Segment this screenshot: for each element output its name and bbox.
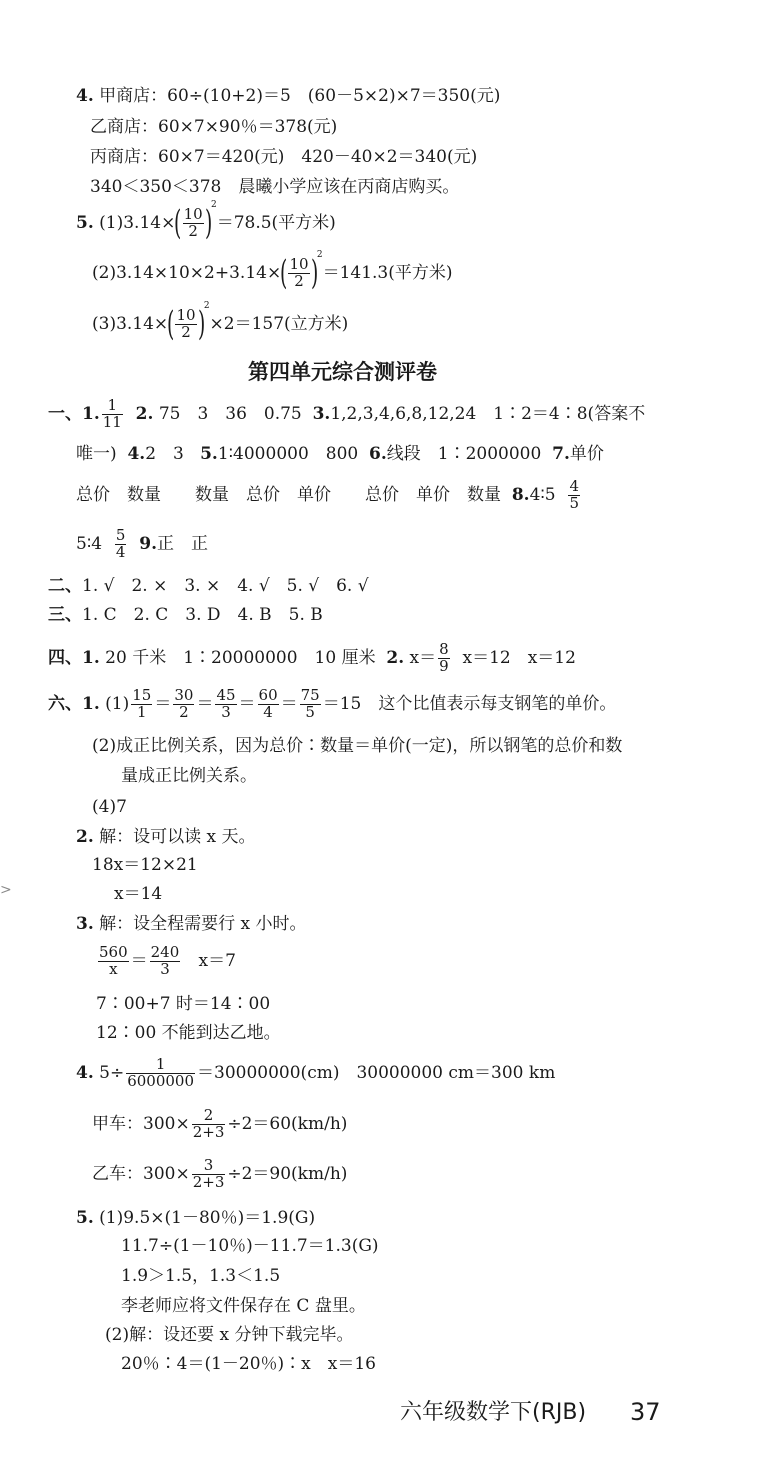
answer-text: x＝12 x＝12 [462, 647, 576, 668]
part-1-line-4 [76, 528, 208, 561]
part-6-q3a [76, 916, 307, 933]
answer-text: 甲车：300× [92, 1113, 190, 1134]
question-number: 5. [200, 444, 218, 464]
answer-text: x＝ [409, 647, 437, 668]
answer-4-line-4: 340＜350＜378 晨曦小学应该在丙商店购买。 [90, 177, 460, 197]
part-label: 二、 [48, 576, 82, 596]
answer-5-part-3: (3)3.14×( $\frac{10}{2}$ )$^2$×2＝157(立方米) [92, 301, 349, 344]
fraction: $\frac{3}{2+3}$ [192, 1156, 225, 1191]
formula-prefix: (1)3.14× [99, 212, 176, 233]
part-6-q3d: 12∶00 不能到达乙地。 [96, 1023, 281, 1043]
answer-text: 线段 1∶2000000 [386, 444, 542, 464]
answer-text: 单价 [569, 444, 604, 464]
answer-text: 正 正 [156, 533, 208, 554]
answer-4-line-1 [76, 88, 500, 105]
part-4 [48, 642, 576, 675]
question-number: 3. [312, 403, 331, 424]
question-number: 1. [82, 693, 100, 714]
page-number: 37 [630, 1398, 661, 1426]
fraction: $\frac{10}{2}$ [183, 205, 203, 240]
part-label: 三、 [48, 605, 82, 625]
fraction: $\frac{45}{3}$ [216, 686, 236, 721]
formula-prefix: (3)3.14× [92, 313, 169, 334]
answer-text: 1. √ 2. × 3. × 4. √ 5. √ 6. √ [82, 576, 369, 596]
fraction: $\frac{60}{4}$ [258, 686, 278, 721]
part-6-q5d: 李老师应将文件保存在 C 盘里。 [121, 1296, 366, 1316]
part-label: 四、 [48, 647, 82, 668]
part-6-q5e: (2)解：设还要 x 分钟下载完毕。 [105, 1325, 354, 1345]
formula-prefix: (2)3.14×10×2+3.14× [92, 262, 282, 283]
answer-text: 1. C 2. C 3. D 4. B 5. B [82, 605, 323, 625]
fraction: $\frac{10}{2}$ [176, 306, 196, 341]
section-title: 第四单元综合测评卷 [248, 360, 437, 384]
question-number: 9. [139, 533, 157, 554]
question-number: 4. [76, 86, 94, 106]
answer-4-line-3: 丙商店：60×7＝420(元) 420－40×2＝340(元) [90, 147, 478, 167]
answer-text: 75 3 36 0.75 [158, 403, 302, 424]
part-6-q4a [76, 1057, 555, 1090]
part-1-line-1 [48, 398, 645, 431]
part-6-q5a [76, 1210, 315, 1227]
fraction: $\frac{30}{2}$ [174, 686, 194, 721]
formula-result: ＝78.5(平方米) [216, 212, 336, 233]
exponent: 2 [210, 200, 217, 210]
part-6-q5b: 11.7÷(1－10％)－11.7＝1.3(G) [121, 1236, 379, 1256]
answer-text: ＝30000000(cm) 30000000 cm＝300 km [197, 1062, 556, 1083]
answer-text: (1)9.5×(1－80％)＝1.9(G) [99, 1208, 316, 1228]
edge-mark: > [0, 882, 12, 898]
fraction: $\frac{240}{3}$ [150, 943, 180, 978]
question-number: 5. [76, 212, 94, 233]
answer-text: 2 3 [145, 444, 184, 464]
answer-text: (1) [105, 693, 130, 714]
fraction: $\frac{15}{1}$ [132, 686, 152, 721]
exponent: 2 [203, 301, 210, 311]
part-1-line-3 [76, 479, 582, 512]
fraction: $\frac{4}{5}$ [569, 477, 579, 512]
answer-text: 解：设全程需要行 x 小时。 [99, 914, 307, 934]
formula-result: ×2＝157(立方米) [209, 313, 349, 334]
answer-text: 总价 数量 数量 总价 单价 总价 单价 数量 [76, 484, 501, 505]
answer-text: 5÷ [99, 1062, 125, 1083]
question-number: 3. [76, 914, 94, 934]
answer-text: 乙车：300× [92, 1163, 190, 1184]
part-3 [48, 607, 323, 624]
part-6-q3c: 7∶00+7 时＝14∶00 [96, 994, 271, 1014]
answer-4-line-2: 乙商店：60×7×90％＝378(元) [90, 117, 338, 137]
answer-text: ＝15 这个比值表示每支钢笔的单价。 [322, 693, 617, 714]
part-6-q1-2a: (2)成正比例关系，因为总价∶数量＝单价(一定)，所以钢笔的总价和数 [92, 736, 623, 756]
answer-5-part-2: (2)3.14×10×2+3.14×( $\frac{10}{2}$ )$^2$＝141.3(平方米) [92, 250, 453, 293]
question-number: 5. [76, 1208, 94, 1228]
part-6-q2c: x＝14 [114, 884, 163, 904]
question-number: 4. [127, 444, 146, 464]
fraction: $\frac{75}{5}$ [300, 686, 320, 721]
answer-text: 1,2,3,4,6,8,12,24 1∶2＝4∶8(答案不 [330, 403, 646, 424]
fraction: $\frac{560}{x}$ [99, 943, 128, 978]
fraction: $\frac{1}{11}$ [102, 396, 122, 431]
question-number: 4. [76, 1062, 94, 1083]
question-number: 6. [369, 444, 387, 464]
part-6-q5c: 1.9＞1.5，1.3＜1.5 [121, 1266, 281, 1286]
answer-text: 解：设可以读 x 天。 [99, 827, 256, 847]
part-6-q3b: $\frac{560}{x}$ ＝ $\frac{240}{3}$ x＝7 [99, 943, 236, 978]
answer-5-part-1: 5. (1)3.14×( $\frac{10}{2}$ )$^2$＝78.5(平方米) [76, 200, 336, 243]
question-number: 2. [135, 403, 154, 424]
fraction: $\frac{10}{2}$ [289, 255, 309, 290]
question-number: 2. [386, 647, 405, 668]
answer-text: 唯一) [76, 444, 117, 464]
question-number: 1. [82, 403, 100, 424]
part-6-q4c [92, 1158, 347, 1191]
question-number: 8. [511, 484, 530, 505]
part-6-q5f: 20％∶4＝(1－20％)∶x x＝16 [121, 1354, 376, 1374]
part-6-q1-1: 六、1. (1) $\frac{15}{1}$ ＝ $\frac{30}{2}$ ＝ $\frac{45}{3}$ ＝ $\frac{60}{4}$ ＝ $\frac{75}{5}$ ＝15 这个比值表示每支钢笔的单价。 [48, 686, 617, 721]
fraction: $\frac{5}{4}$ [115, 526, 126, 561]
part-6-q1-4: (4)7 [92, 797, 127, 817]
answer-text: ÷2＝60(km/h) [227, 1113, 348, 1134]
answer-text: 4∶5 [529, 484, 556, 505]
part-label: 六、 [48, 693, 82, 714]
part-2 [48, 578, 369, 595]
fraction: $\frac{1}{6000000}$ [127, 1055, 195, 1090]
question-number: 1. [82, 647, 100, 668]
part-6-q2a [76, 829, 256, 846]
answer-text: 5∶4 [76, 533, 103, 554]
part-6-q4b [92, 1108, 347, 1141]
answer-text: ÷2＝90(km/h) [227, 1163, 348, 1184]
fraction: $\frac{2}{2+3}$ [192, 1106, 225, 1141]
answer-text: 20 千米 1∶20000000 10 厘米 [105, 647, 376, 668]
part-1-line-2 [76, 446, 604, 463]
answer-text: x＝7 [198, 950, 236, 971]
exponent: 2 [316, 250, 323, 260]
part-label: 一、 [48, 403, 82, 424]
fraction: $\frac{8}{9}$ [439, 640, 449, 675]
formula-result: ＝141.3(平方米) [322, 262, 453, 283]
part-6-q2b: 18x＝12×21 [92, 855, 198, 875]
answer-text: 甲商店：60÷(10+2)＝5 (60－5×2)×7＝350(元) [99, 86, 501, 106]
footer-label: 六年级数学下(RJB) [400, 1400, 587, 1425]
question-number: 7. [552, 444, 570, 464]
part-6-q1-2b: 量成正比例关系。 [121, 766, 257, 786]
answer-text: 1∶4000000 800 [217, 444, 359, 464]
question-number: 2. [76, 827, 94, 847]
